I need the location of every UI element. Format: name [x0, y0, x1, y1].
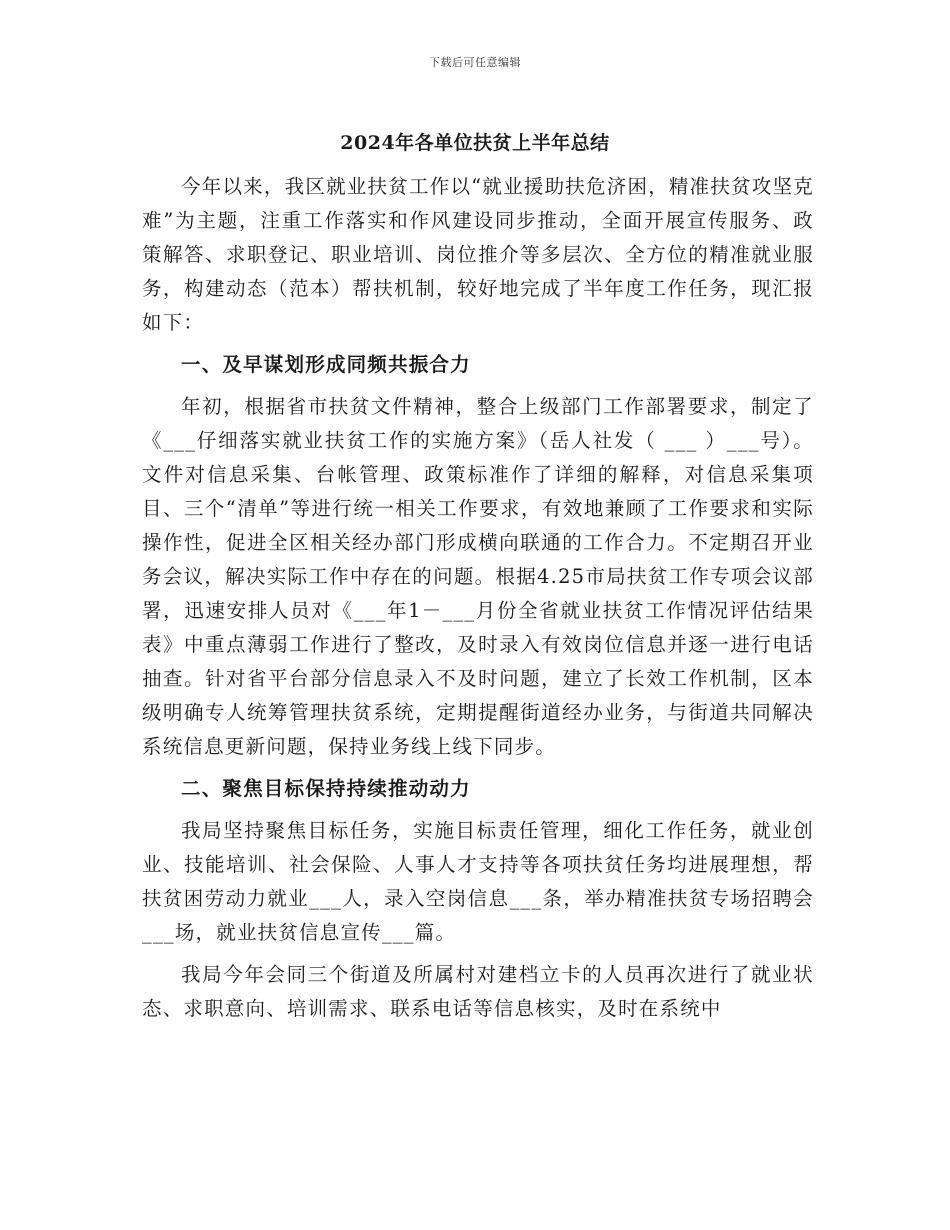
- document-body: [142, 170, 814, 1026]
- intro-paragraph: 今年以来，我区就业扶贫工作以“就业援助扶危济困，精准扶贫攻坚克难”为主题，注重工作落实和作风建设同步推动，全面开展宣传服务、政策解答、求职登记、职业培训、岗位推介等多层次、全方位的精准就业服务，构建动态（范本）帮扶机制，较好地完成了半年度工作任务，现汇报如下：: [142, 175, 814, 334]
- section-2-paragraph-a: 我局坚持聚焦目标任务，实施目标责任管理，细化工作任务，就业创业、技能培训、社会保险、人事人才支持等各项扶贫任务均进展理想，帮扶贫困劳动力就业___人，录入空岗信息___条，举办精准扶贫专场招聘会___场，就业扶贫信息宣传___篇。: [142, 819, 814, 944]
- section-heading-2: 二、聚焦目标保持持续推动动力: [181, 777, 471, 800]
- section-2-paragraph-b: 我局今年会同三个街道及所属村对建档立卡的人员再次进行了就业状态、求职意向、培训需求、联系电话等信息核实，及时在系统中: [142, 963, 814, 1020]
- section-heading-1: 一、及早谋划形成同频共振合力: [181, 353, 471, 376]
- document-title: 2024年各单位扶贫上半年总结: [340, 132, 610, 154]
- section-1-paragraph: 年初，根据省市扶贫文件精神，整合上级部门工作部署要求，制定了《___仔细落实就业扶贫工作的实施方案》（岳人社发（ ___ ）___号）。文件对信息采集、台帐管理、政策标准作了详细的解释，对信息采集项目、三个“清单”等进行统一相关工作要求，有效地兼顾了工作要求和实际操作性，促进全区相关经办部门形成横向联通的工作合力。不定期召开业务会议，解决实际工作中存在的问题。根据4.25市局扶贫工作专项会议部署，迅速安排人员对《___年1－___月份全省就业扶贫工作情况评估结果表》中重点薄弱工作进行了整改，及时录入有效岗位信息并逐一进行电话抽查。针对省平台部分信息录入不及时问题，建立了长效工作机制，区本级明确专人统筹管理扶贫系统，定期提醒街道经办业务，与街道共同解决系统信息更新问题，保持业务线上线下同步。: [142, 395, 814, 758]
- header-note: 下载后可任意编辑: [429, 56, 521, 69]
